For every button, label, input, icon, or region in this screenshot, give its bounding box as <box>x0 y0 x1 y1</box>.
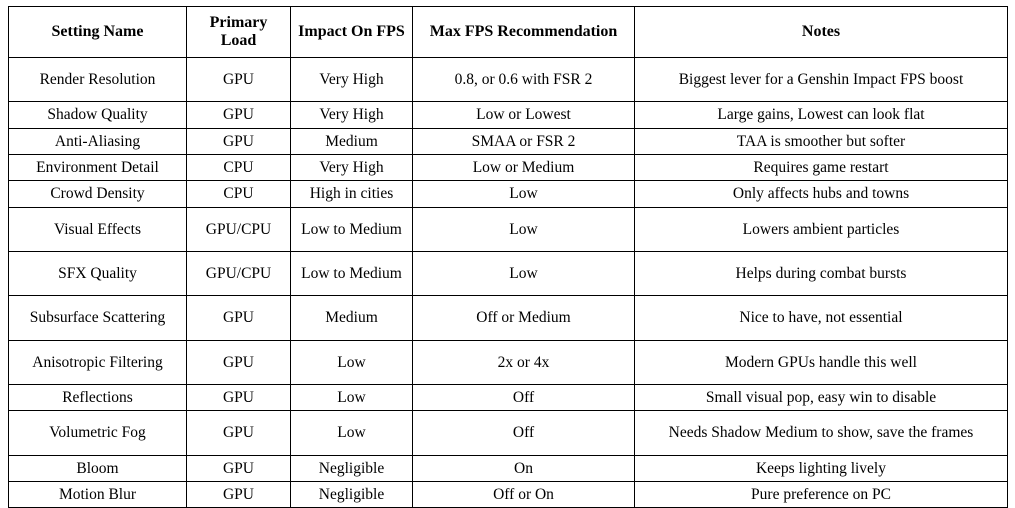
cell-notes: Keeps lighting lively <box>635 455 1008 481</box>
cell-impact: Low to Medium <box>291 251 413 295</box>
cell-recommendation: Low <box>413 207 635 251</box>
cell-primary-load: CPU <box>187 181 291 207</box>
table-row <box>9 154 1008 180</box>
table-row <box>9 207 1008 251</box>
column-header-notes: Notes <box>635 7 1008 58</box>
cell-recommendation: SMAA or FSR 2 <box>413 128 635 154</box>
cell-setting-name: Shadow Quality <box>9 102 187 128</box>
cell-primary-load: GPU <box>187 57 291 101</box>
cell-primary-load: GPU <box>187 455 291 481</box>
cell-impact: Negligible <box>291 482 413 508</box>
cell-notes: TAA is smoother but softer <box>635 128 1008 154</box>
cell-primary-load: GPU <box>187 385 291 411</box>
cell-recommendation: Off or On <box>413 482 635 508</box>
cell-notes: Small visual pop, easy win to disable <box>635 385 1008 411</box>
cell-setting-name: Volumetric Fog <box>9 411 187 455</box>
cell-impact: High in cities <box>291 181 413 207</box>
cell-notes: Lowers ambient particles <box>635 207 1008 251</box>
cell-setting-name: Render Resolution <box>9 57 187 101</box>
cell-setting-name: Subsurface Scattering <box>9 296 187 340</box>
table-row <box>9 57 1008 101</box>
table-body <box>9 57 1008 508</box>
cell-primary-load: CPU <box>187 154 291 180</box>
cell-impact: Low to Medium <box>291 207 413 251</box>
cell-notes: Needs Shadow Medium to show, save the frames <box>635 411 1008 455</box>
table-row <box>9 455 1008 481</box>
column-header-max-fps-recommendation: Max FPS Recommendation <box>413 7 635 58</box>
table-row <box>9 251 1008 295</box>
cell-recommendation: 2x or 4x <box>413 340 635 384</box>
table-row <box>9 385 1008 411</box>
table-row <box>9 482 1008 508</box>
cell-impact: Negligible <box>291 455 413 481</box>
cell-recommendation: 0.8, or 0.6 with FSR 2 <box>413 57 635 101</box>
cell-impact: Medium <box>291 296 413 340</box>
cell-primary-load: GPU <box>187 296 291 340</box>
cell-impact: Medium <box>291 128 413 154</box>
cell-setting-name: Visual Effects <box>9 207 187 251</box>
cell-notes: Large gains, Lowest can look flat <box>635 102 1008 128</box>
cell-notes: Modern GPUs handle this well <box>635 340 1008 384</box>
cell-primary-load: GPU <box>187 340 291 384</box>
cell-setting-name: Anti-Aliasing <box>9 128 187 154</box>
column-header-impact-on-fps: Impact On FPS <box>291 7 413 58</box>
cell-recommendation: Off or Medium <box>413 296 635 340</box>
table-row <box>9 181 1008 207</box>
cell-setting-name: Anisotropic Filtering <box>9 340 187 384</box>
cell-impact: Low <box>291 340 413 384</box>
cell-primary-load: GPU/CPU <box>187 207 291 251</box>
table-row <box>9 128 1008 154</box>
cell-recommendation: Off <box>413 411 635 455</box>
graphics-settings-table <box>8 6 1008 508</box>
cell-recommendation: Low <box>413 181 635 207</box>
cell-recommendation: Low or Lowest <box>413 102 635 128</box>
cell-setting-name: Reflections <box>9 385 187 411</box>
cell-notes: Requires game restart <box>635 154 1008 180</box>
cell-notes: Only affects hubs and towns <box>635 181 1008 207</box>
cell-recommendation: Off <box>413 385 635 411</box>
cell-notes: Pure preference on PC <box>635 482 1008 508</box>
table-header <box>9 7 1008 58</box>
table-row <box>9 411 1008 455</box>
cell-impact: Low <box>291 385 413 411</box>
table-header-row <box>9 7 1008 58</box>
cell-recommendation: On <box>413 455 635 481</box>
cell-notes: Nice to have, not essential <box>635 296 1008 340</box>
cell-primary-load: GPU/CPU <box>187 251 291 295</box>
cell-setting-name: Crowd Density <box>9 181 187 207</box>
cell-setting-name: Environment Detail <box>9 154 187 180</box>
table-row <box>9 296 1008 340</box>
cell-notes: Biggest lever for a Genshin Impact FPS boost <box>635 57 1008 101</box>
cell-recommendation: Low <box>413 251 635 295</box>
cell-primary-load: GPU <box>187 128 291 154</box>
table-row <box>9 340 1008 384</box>
cell-primary-load: GPU <box>187 411 291 455</box>
column-header-primary-load: Primary Load <box>187 7 291 58</box>
cell-setting-name: SFX Quality <box>9 251 187 295</box>
column-header-setting-name: Setting Name <box>9 7 187 58</box>
cell-impact: Very High <box>291 154 413 180</box>
cell-impact: Very High <box>291 102 413 128</box>
cell-setting-name: Bloom <box>9 455 187 481</box>
cell-primary-load: GPU <box>187 102 291 128</box>
cell-primary-load: GPU <box>187 482 291 508</box>
cell-notes: Helps during combat bursts <box>635 251 1008 295</box>
table-row <box>9 102 1008 128</box>
cell-impact: Very High <box>291 57 413 101</box>
cell-recommendation: Low or Medium <box>413 154 635 180</box>
cell-impact: Low <box>291 411 413 455</box>
cell-setting-name: Motion Blur <box>9 482 187 508</box>
